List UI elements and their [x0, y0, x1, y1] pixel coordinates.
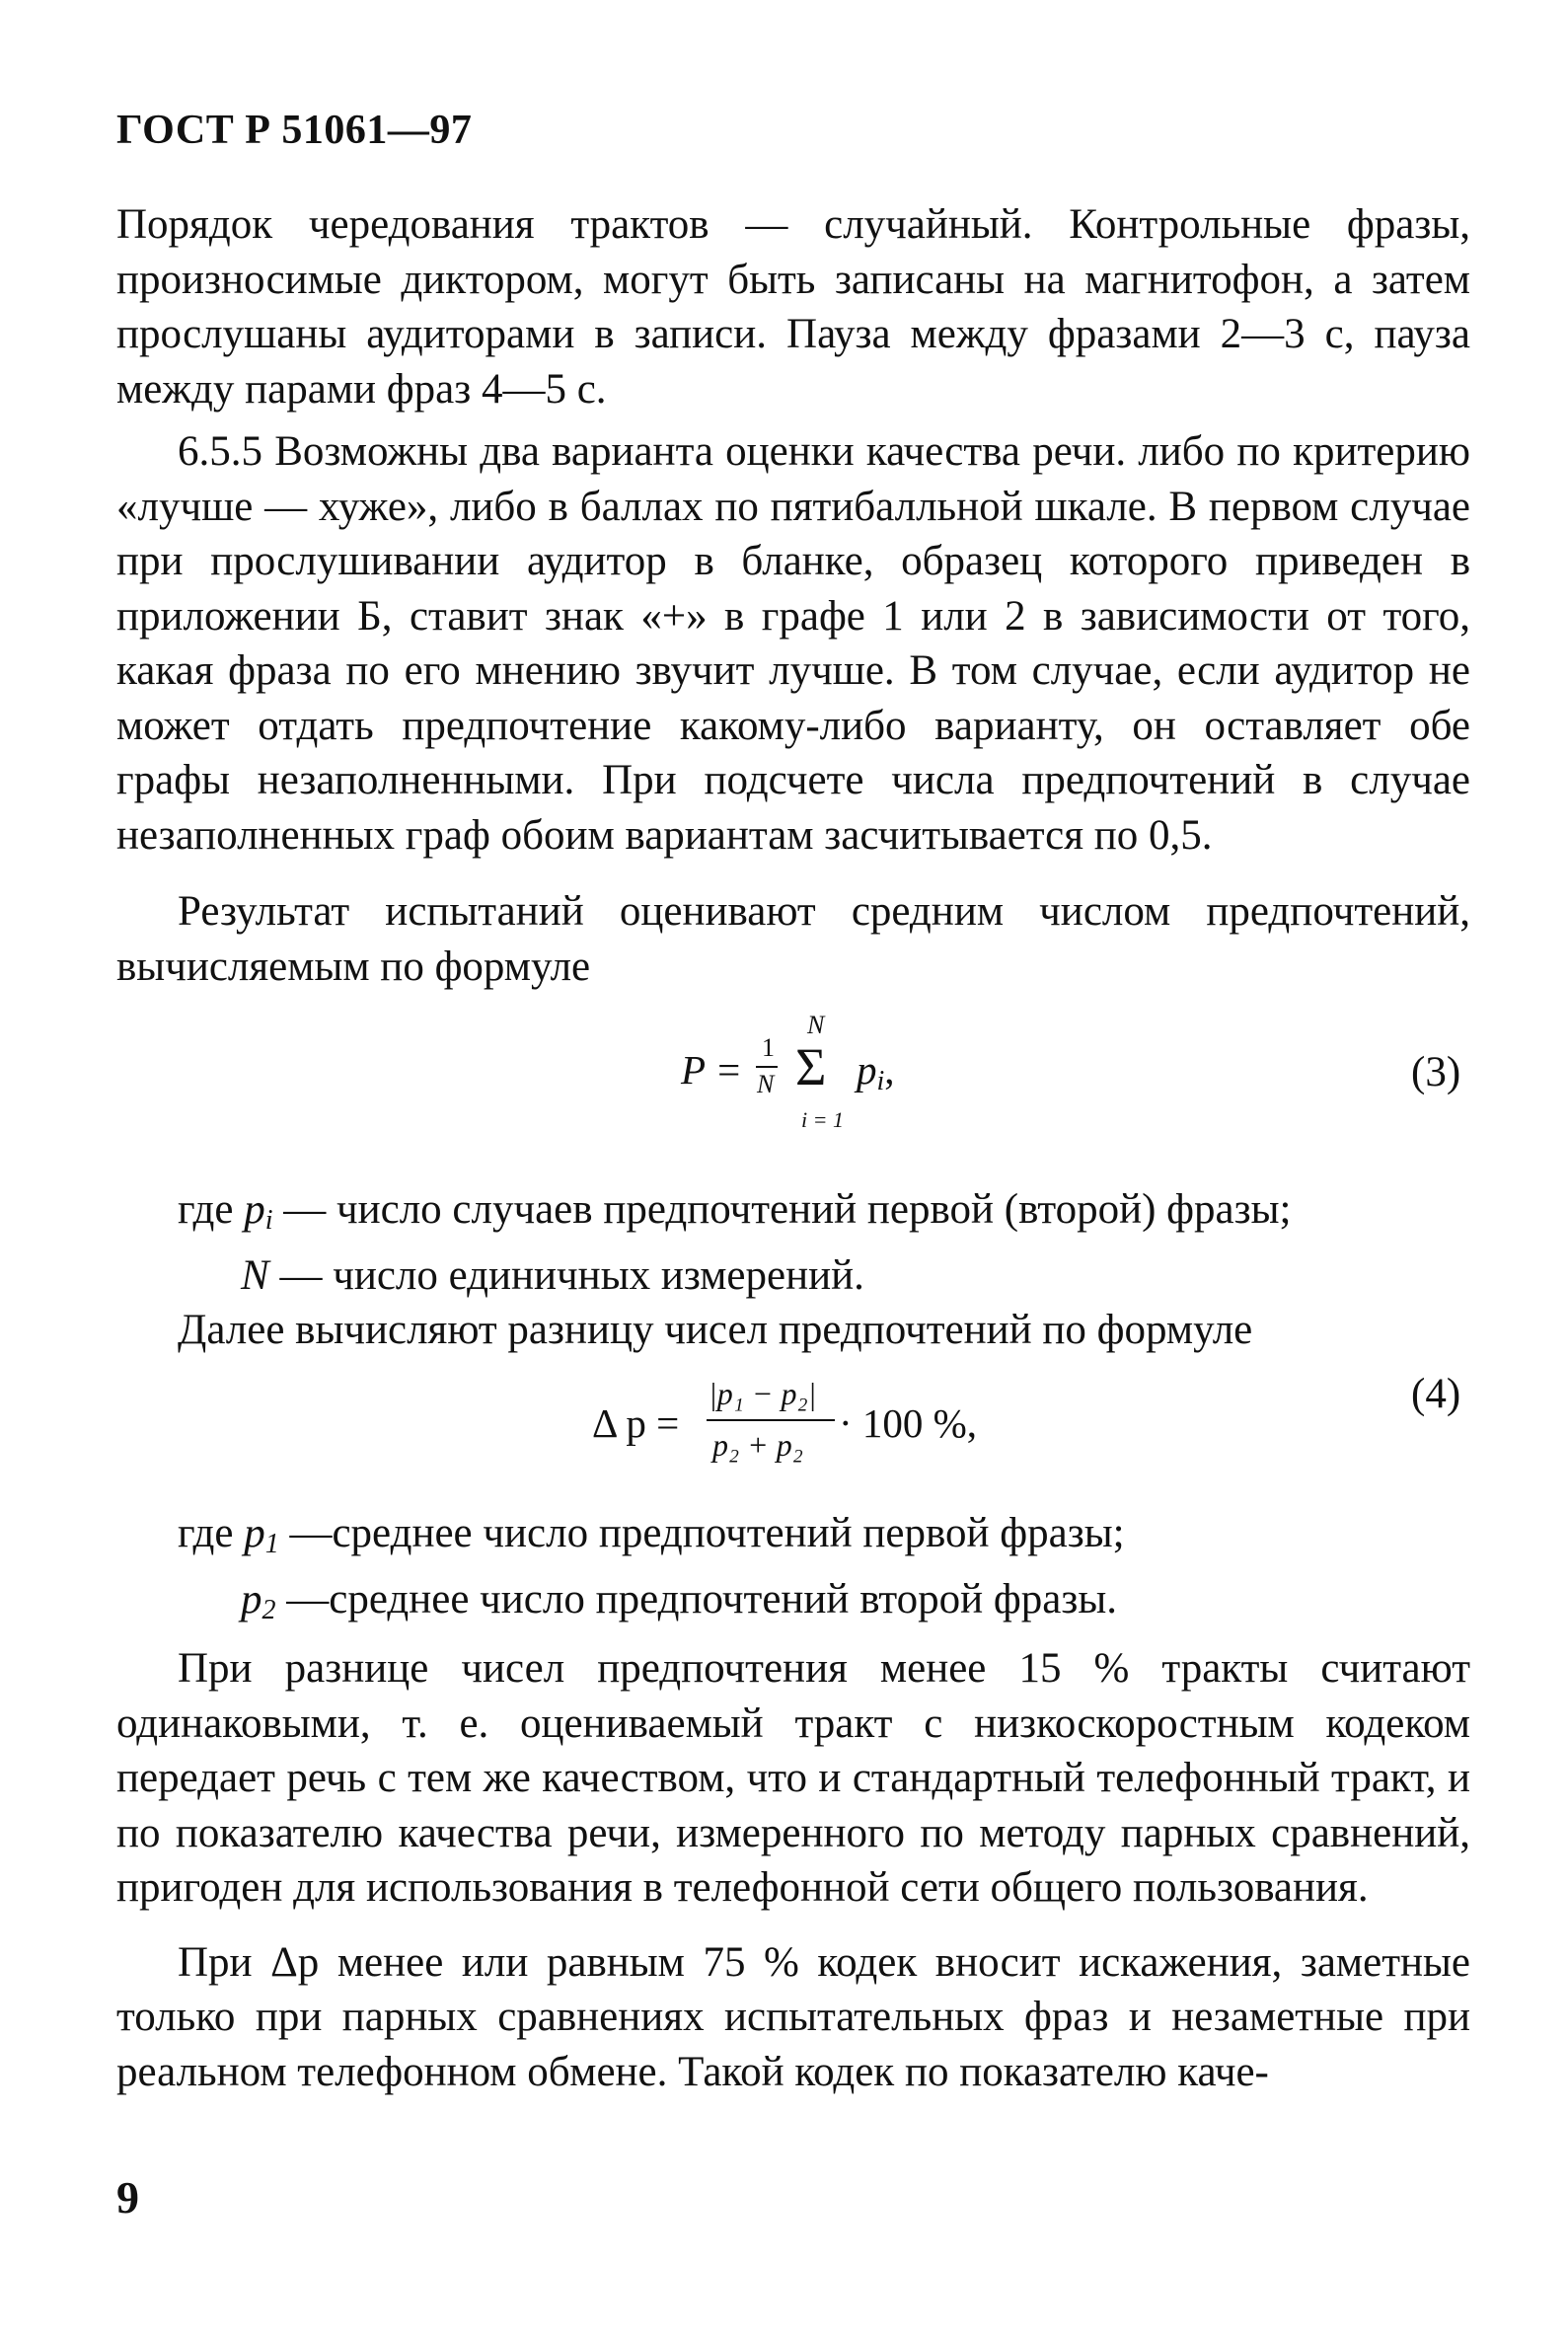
- formula-3-frac-den: N: [757, 1070, 775, 1098]
- formula-4-frac-line: [707, 1419, 835, 1421]
- paragraph-less-75: При Δp менее или равным 75 % кодек вносит искажения, заметные только при парных сравнениях испытательных фраз и незаметные при реальном телефонном обмене. Такой кодек по показателю каче-: [116, 1938, 1470, 2095]
- where-p-2: $p_2$ —среднее число предпочтений второй фразы.: [241, 1575, 1117, 1625]
- text-block-2: [116, 1182, 1470, 1358]
- where-p-1: где $p_1$ —среднее число предпочтений первой фразы;: [178, 1510, 1125, 1559]
- formula-3-sigma: Σ: [795, 1037, 827, 1096]
- text-block-1: [116, 197, 1470, 994]
- formula-3-sum-upper: N: [807, 1011, 825, 1039]
- formula-4-denominator: p₂ + p₂: [712, 1427, 803, 1463]
- where-n: N — число единичных измерений.: [241, 1251, 864, 1299]
- formula-4-number: (4): [1411, 1371, 1461, 1417]
- formula-3-frac-num: 1: [762, 1033, 775, 1062]
- formula-3-number: (3): [1411, 1049, 1461, 1095]
- formula-4-numerator: |p₁ − p₂|: [709, 1376, 817, 1411]
- paragraph-clause-6-5-5: 6.5.5 Возможны два варианта оценки качества речи. либо по критерию «лучше — хуже», либо в баллах по пятибалльной шкале. В первом случае при прослушивании аудитор в бланке, образец которого приведен в приложении Б, ставит знак «+» в графе 1 или 2 в зависимости от того, какая фраза по его мнению звучит лучше. В том случае, если аудитор не может отдать предпочтение какому-либо варианту, он оставляет обе графы незаполненными. При подсчете числа предпочтений в случае незаполненных граф обоим вариантам засчитывается по 0,5.: [116, 428, 1470, 859]
- paragraph-result: Результат испытаний оценивают средним числом предпочтений, вычисляемым по формуле: [116, 888, 1470, 990]
- page-number: 9: [116, 2172, 139, 2223]
- standard-header: ГОСТ Р 51061—97: [116, 108, 473, 153]
- where-p-i: где $p_i$ — число случаев предпочтений первой (второй) фразы;: [178, 1186, 1292, 1236]
- formula-3-sum-lower: i = 1: [801, 1107, 844, 1132]
- formula-4-tail: · 100 %,: [839, 1400, 978, 1446]
- text-block-3: [116, 1506, 1470, 2099]
- paragraph-less-15: При разнице чисел предпочтения менее 15 % тракты считают одинаковыми, т. е. оцениваемый тракт с низкоскоростным кодеком передает речь с тем же качеством, что и стандартный телефонный тракт, и по показателю качества речи, измеренного по методу парных сравнений, пригоден для использования в телефонной сети общего пользования.: [116, 1645, 1470, 1911]
- formula-3-lhs: P =: [681, 1047, 743, 1093]
- paragraph-1: Порядок чередования трактов — случайный. Контрольные фразы, произносимые диктором, могут быть записаны на магнитофон, а затем прослушаны аудиторами в записи. Пауза между фразами 2—3 с, пауза между парами фраз 4—5 с.: [116, 201, 1470, 413]
- formula-3-frac-line: [756, 1066, 778, 1068]
- formula-4-lhs: Δ p =: [592, 1400, 680, 1446]
- formula-3-term: $p_i$,: [857, 1047, 895, 1096]
- paragraph-difference: Далее вычисляют разницу чисел предпочтений по формуле: [178, 1307, 1253, 1353]
